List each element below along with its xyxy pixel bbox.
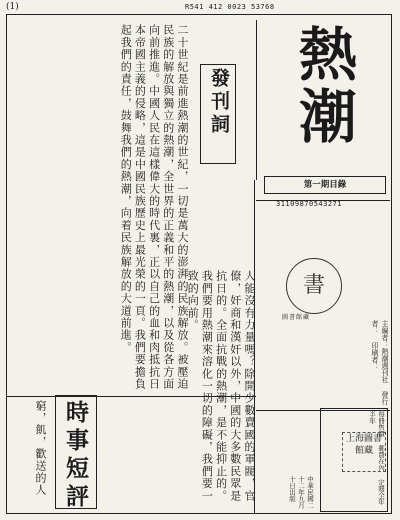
price-info: 每冊售價 郵費在內 定閱全年 半年 [320,408,388,512]
foreword-title: 發刊詞 [208,68,230,137]
current-affairs-title: 時事短評 [62,400,89,512]
issue-label: 第一期目錄 [264,176,386,194]
divider-horizontal [6,396,256,397]
page-number: (1) [6,2,19,12]
current-affairs-text: 人能沒有力量嗎？除開少數賣國的軍閥，官僚，奸商和漢奸以外，中國的大多數民眾是抗日的。全面抗戰的熱潮，是不能抑止的。我們要用熱潮來溶化一切的障礙，我們要一致的向前。 [186,270,256,502]
foreword-text: 二十世紀是前進熱潮的世紀，一切是萬大的澎湃的民族解放。被壓迫民族的解放與獨立的熱潮，全世界的正義和平的熱潮，以及從各方面向前推進。中國人民在這樣偉大的時代裏，正以自己的血和肉抵抗日本帝國主義的侵略，這是中國民族歷史上最光榮的一頁。我們要擔負起我們的責任，鼓舞我們的熱潮，向着民族解放的大道前進。 [119,24,189,390]
library-stamp: 上海圖書館藏 [342,432,386,472]
issue-date: 31109870543271 [276,200,343,208]
editor-info: 主編者：熱潮週刊社 發行者： 印刷者： [371,320,389,405]
divider-masthead [256,200,390,201]
publication-date: 中華民國二十二年九月十日出版 [288,476,314,509]
divider-vertical [254,180,255,514]
table-of-contents [258,210,388,258]
masthead-title: 熱潮 [289,24,357,148]
poem-text: 窮，飢，歡送的人 [34,400,47,496]
divider-editor [256,410,390,411]
seal-glyph: 書 [302,273,325,298]
catalog-number: R541 412 0023 53768 [185,3,275,11]
seal-caption: 圖書館藏 [282,314,311,321]
